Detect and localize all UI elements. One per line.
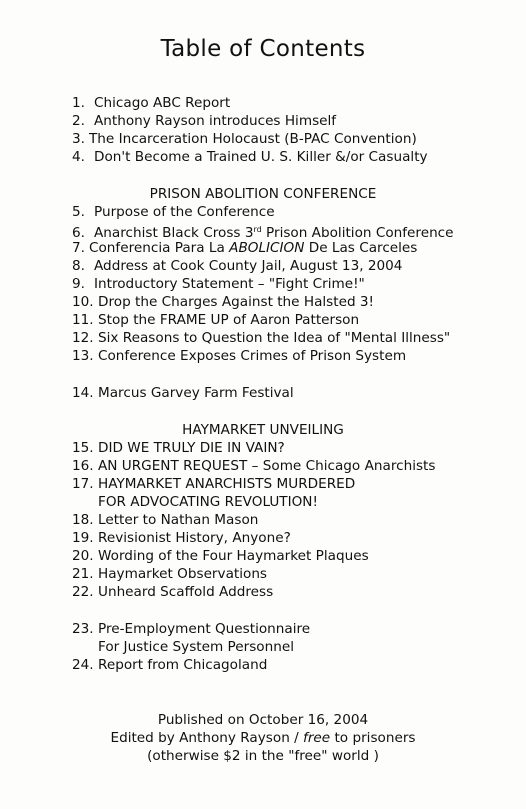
toc-text: Conference Exposes Crimes of Prison System xyxy=(98,348,407,364)
toc-number: 1. xyxy=(72,95,85,111)
toc-number: 13. xyxy=(72,348,94,364)
toc-text-a: Conferencia Para La xyxy=(89,240,230,256)
toc-text: Wording of the Four Haymarket Plaques xyxy=(98,548,369,564)
toc-entry-9 xyxy=(72,275,365,293)
toc-number: 2. xyxy=(72,113,85,129)
toc-text: Letter to Nathan Mason xyxy=(98,512,259,528)
toc-entry-3 xyxy=(72,130,417,148)
toc-text: HAYMARKET ANARCHISTS MURDERED xyxy=(98,476,356,492)
toc-number: 5. xyxy=(72,204,85,220)
toc-number: 12. xyxy=(72,330,94,346)
toc-number: 15. xyxy=(72,440,94,456)
toc-text: Haymarket Observations xyxy=(98,566,268,582)
toc-number: 21. xyxy=(72,566,94,582)
toc-text: Anthony Rayson introduces Himself xyxy=(94,113,337,129)
toc-text-em: ABOLICION xyxy=(229,240,305,256)
toc-number: 4. xyxy=(72,149,85,165)
editor-text-em: free xyxy=(303,730,331,746)
toc-text: Six Reasons to Question the Idea of "Mental Illness" xyxy=(98,330,451,346)
price-note: (otherwise $2 in the "free" world ) xyxy=(147,748,379,764)
toc-entry-1 xyxy=(72,94,230,112)
toc-number: 16. xyxy=(72,458,94,474)
toc-entry-15 xyxy=(72,439,285,457)
toc-number: 24. xyxy=(72,657,94,673)
toc-entry-24 xyxy=(72,656,267,674)
toc-text-a: Anarchist Black Cross 3 xyxy=(94,225,254,241)
toc-text-b: Prison Abolition Conference xyxy=(261,225,454,241)
toc-entry-23 xyxy=(72,620,310,638)
toc-number: 14. xyxy=(72,385,94,401)
toc-entry-16 xyxy=(72,457,435,475)
toc-text: Report from Chicagoland xyxy=(98,657,268,673)
toc-entry-13 xyxy=(72,347,406,365)
toc-number: 17. xyxy=(72,476,94,492)
toc-entry-2 xyxy=(72,112,336,130)
toc-text: For Justice System Personnel xyxy=(98,639,294,655)
toc-number: 9. xyxy=(72,276,85,292)
toc-text: Address at Cook County Jail, August 13, 2004 xyxy=(94,258,403,274)
toc-entry-4 xyxy=(72,148,428,166)
toc-entry-20 xyxy=(72,547,369,565)
toc-text-b: De Las Carceles xyxy=(304,240,418,256)
editor-text-b: to prisoners xyxy=(330,730,416,746)
toc-text: Chicago ABC Report xyxy=(94,95,231,111)
editor-credit xyxy=(0,729,526,747)
toc-text: Don't Become a Trained U. S. Killer &/or Casualty xyxy=(94,149,428,165)
toc-text: Pre-Employment Questionnaire xyxy=(98,621,311,637)
toc-entry-19 xyxy=(72,529,291,547)
toc-number: 19. xyxy=(72,530,94,546)
toc-text: AN URGENT REQUEST – Some Chicago Anarchists xyxy=(98,458,436,474)
toc-text: Introductory Statement – "Fight Crime!" xyxy=(94,276,365,292)
toc-number: 20. xyxy=(72,548,94,564)
toc-text: FOR ADVOCATING REVOLUTION! xyxy=(98,494,318,510)
toc-number: 8. xyxy=(72,258,85,274)
toc-text: Drop the Charges Against the Halsted 3! xyxy=(98,294,375,310)
toc-entry-18 xyxy=(72,511,258,529)
toc-text: Purpose of the Conference xyxy=(94,204,275,220)
toc-number: 7. xyxy=(72,240,85,256)
toc-entry-22 xyxy=(72,583,273,601)
toc-text: Revisionist History, Anyone? xyxy=(98,530,291,546)
toc-number: 11. xyxy=(72,312,94,328)
section-heading-prison: PRISON ABOLITION CONFERENCE xyxy=(149,186,377,202)
toc-number: 18. xyxy=(72,512,94,528)
editor-text-a: Edited by Anthony Rayson / xyxy=(110,730,304,746)
toc-text: Unheard Scaffold Address xyxy=(98,584,274,600)
published-date: Published on October 16, 2004 xyxy=(157,712,369,728)
section-heading-haymarket: HAYMARKET UNVEILING xyxy=(182,422,344,438)
toc-text: Stop the FRAME UP of Aaron Patterson xyxy=(98,312,360,328)
toc-number: 22. xyxy=(72,584,94,600)
toc-entry-11 xyxy=(72,311,359,329)
toc-number: 3. xyxy=(72,131,85,147)
toc-entry-21 xyxy=(72,565,267,583)
page-title: Table of Contents xyxy=(160,36,366,62)
toc-text: The Incarceration Holocaust (B-PAC Convention) xyxy=(89,131,417,147)
toc-entry-5 xyxy=(72,203,275,221)
toc-entry-23-line-2 xyxy=(98,638,294,656)
toc-number: 6. xyxy=(72,225,85,241)
toc-text: Marcus Garvey Farm Festival xyxy=(98,385,294,401)
toc-entry-14 xyxy=(72,384,294,402)
toc-entry-12 xyxy=(72,329,450,347)
toc-entry-10 xyxy=(72,293,374,311)
toc-text: DID WE TRULY DIE IN VAIN? xyxy=(98,440,285,456)
toc-entry-17 xyxy=(72,475,355,493)
toc-text-sup: rd xyxy=(253,225,262,234)
toc-entry-8 xyxy=(72,257,402,275)
toc-number: 23. xyxy=(72,621,94,637)
toc-number: 10. xyxy=(72,294,94,310)
toc-entry-17-line-2 xyxy=(98,493,318,511)
toc-entry-7 xyxy=(72,239,417,257)
